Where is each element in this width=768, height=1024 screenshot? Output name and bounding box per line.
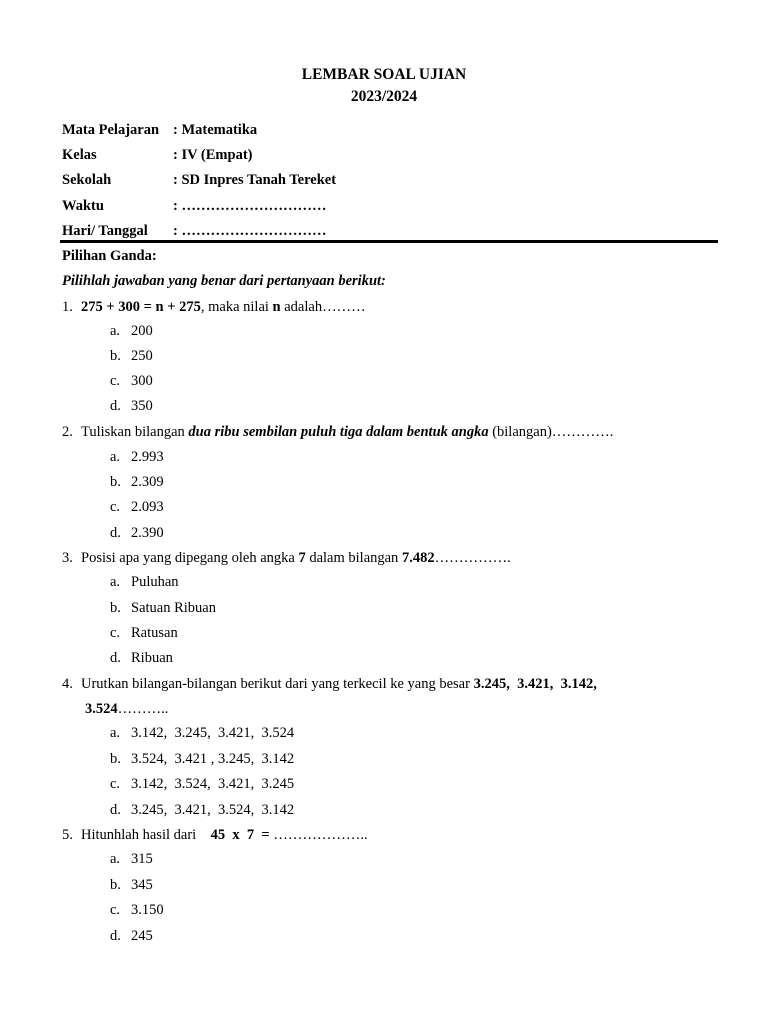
- question-text: Tuliskan bilangan dua ribu sembilan puluh tiga dalam bentuk angka (bilangan)………….: [81, 424, 614, 440]
- page-year: 2023/2024: [350, 88, 418, 105]
- info-value: : …………………………: [173, 198, 327, 214]
- question-4-continuation: 3.524………..: [85, 701, 169, 717]
- section-heading: Pilihan Ganda:: [62, 248, 157, 264]
- info-value: : IV (Empat): [173, 147, 253, 163]
- question-text: Hitunhlah hasil dari 45 x 7 = ………………..: [81, 827, 368, 843]
- exam-sheet: LEMBAR SOAL UJIAN 2023/2024 Mata Pelajaran : Matematika Kelas : IV (Empat) Sekolah : SD Inpres Tanah Tereket Waktu : ………………………… Hari/ Tanggal : ………………………… Pilihan Ganda: Pilihlah jawaban yang benar dari pertanyaan berikut: 1. 275 + 300 = n + 275, maka nilai n adalah……… a. 200 b. 250 c. 300 d. 350 2. Tuliskan bilangan dua ribu sembilan puluh tiga dalam bentuk angka (bilangan)…………. a. 2.993 b. 2.309 c. 2.093 d. 2.390 3. Posisi apa yang dipegang oleh angka 7 dalam bilangan 7.482……………. a. Puluhan b. Satuan Ribuan c. Ratusan d. Ribuan 4. Urutkan bilangan-bilangan berikut dari yang terkecil ke yang besar 3.245, 3.421, 3.142, 3.524……….. a. 3.142, 3.245, 3.421, 3.524 b. 3.524, 3.421 , 3.245, 3.142 c. 3.142, 3.524, 3.421, 3.245 d. 3.245, 3.421, 3.524, 3.142 5. Hitunhlah hasil dari 45 x 7 = ……………….. a. 315 b. 345 c. 3.150 d. 245: [0, 0, 768, 1024]
- info-label: Sekolah: [62, 172, 112, 188]
- question-number: 3.: [62, 550, 73, 566]
- info-label: Mata Pelajaran: [62, 122, 160, 138]
- info-value: : Matematika: [173, 122, 258, 138]
- section-instruction: Pilihlah jawaban yang benar dari pertanyaan berikut:: [62, 273, 386, 289]
- question-number: 2.: [62, 424, 73, 440]
- info-value: : SD Inpres Tanah Tereket: [173, 172, 337, 188]
- question-number: 1.: [62, 299, 73, 315]
- info-value: : …………………………: [173, 223, 327, 239]
- question-number: 4.: [62, 676, 73, 692]
- info-label: Hari/ Tanggal: [62, 223, 148, 239]
- question-number: 5.: [62, 827, 73, 843]
- header-divider: [60, 240, 718, 243]
- page-title: LEMBAR SOAL UJIAN: [301, 66, 467, 83]
- question-text: Posisi apa yang dipegang oleh angka 7 dalam bilangan 7.482…………….: [81, 550, 511, 566]
- info-label: Kelas: [62, 147, 97, 163]
- question-text: 275 + 300 = n + 275, maka nilai n adalah………: [81, 299, 366, 315]
- question-text: Urutkan bilangan-bilangan berikut dari yang terkecil ke yang besar 3.245, 3.421, 3.142,: [81, 676, 597, 692]
- info-label: Waktu: [62, 198, 104, 214]
